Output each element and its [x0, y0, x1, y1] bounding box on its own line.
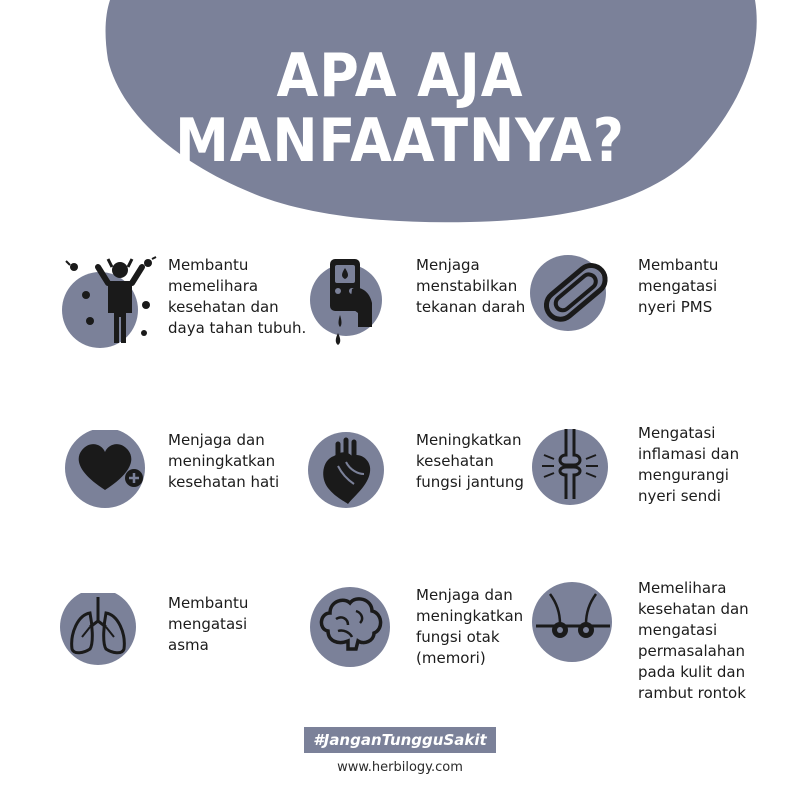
benefit-label: Membantu memelihara kesehatan dan daya tahan tubuh.: [168, 256, 307, 337]
knee-joint-icon: [530, 425, 630, 525]
benefit-item-asthma: [60, 593, 310, 713]
benefit-label: Membantu mengatasi asma: [168, 594, 249, 654]
benefit-item-liver: [60, 430, 310, 550]
anatomical-heart-icon: [308, 430, 408, 530]
benefit-label: Menjaga menstabilkan tekanan darah: [416, 256, 526, 316]
benefit-label: Menjaga dan meningkatkan kesehatan hati: [168, 431, 280, 491]
immune-body-icon: [60, 255, 160, 355]
benefit-label: Meningkatkan kesehatan fungsi jantung: [416, 431, 524, 491]
benefit-item-skin-hair: [530, 580, 780, 700]
website-link[interactable]: www.herbilogy.com: [337, 760, 463, 775]
sanitary-pad-icon: [530, 255, 630, 355]
lungs-icon: [60, 593, 160, 693]
benefit-item-immunity: [60, 255, 310, 375]
page-title-line2: MANFAATNYA?: [175, 106, 625, 176]
hashtag-badge: #JanganTungguSakit: [304, 727, 496, 753]
brain-icon: [308, 585, 408, 685]
benefit-label: Membantu mengatasi nyeri PMS: [638, 256, 719, 316]
benefit-label: Menjaga dan meningkatkan fungsi otak (memori): [416, 586, 524, 667]
benefit-item-blood-pressure: [308, 255, 558, 375]
heart-plus-icon: [60, 430, 160, 530]
benefit-item-pms: [530, 255, 780, 375]
benefit-label: Mengatasi inflamasi dan mengurangi nyeri sendi: [638, 424, 740, 505]
blood-pressure-meter-icon: [308, 255, 408, 355]
hair-follicle-icon: [530, 580, 630, 680]
benefit-item-brain: [308, 585, 558, 705]
benefit-item-heart: [308, 430, 558, 550]
benefit-item-joint: [530, 425, 780, 545]
benefit-label: Memelihara kesehatan dan mengatasi permasalahan pada kulit dan rambut rontok: [638, 579, 749, 702]
page-title-line1: APA AJA: [276, 41, 524, 111]
